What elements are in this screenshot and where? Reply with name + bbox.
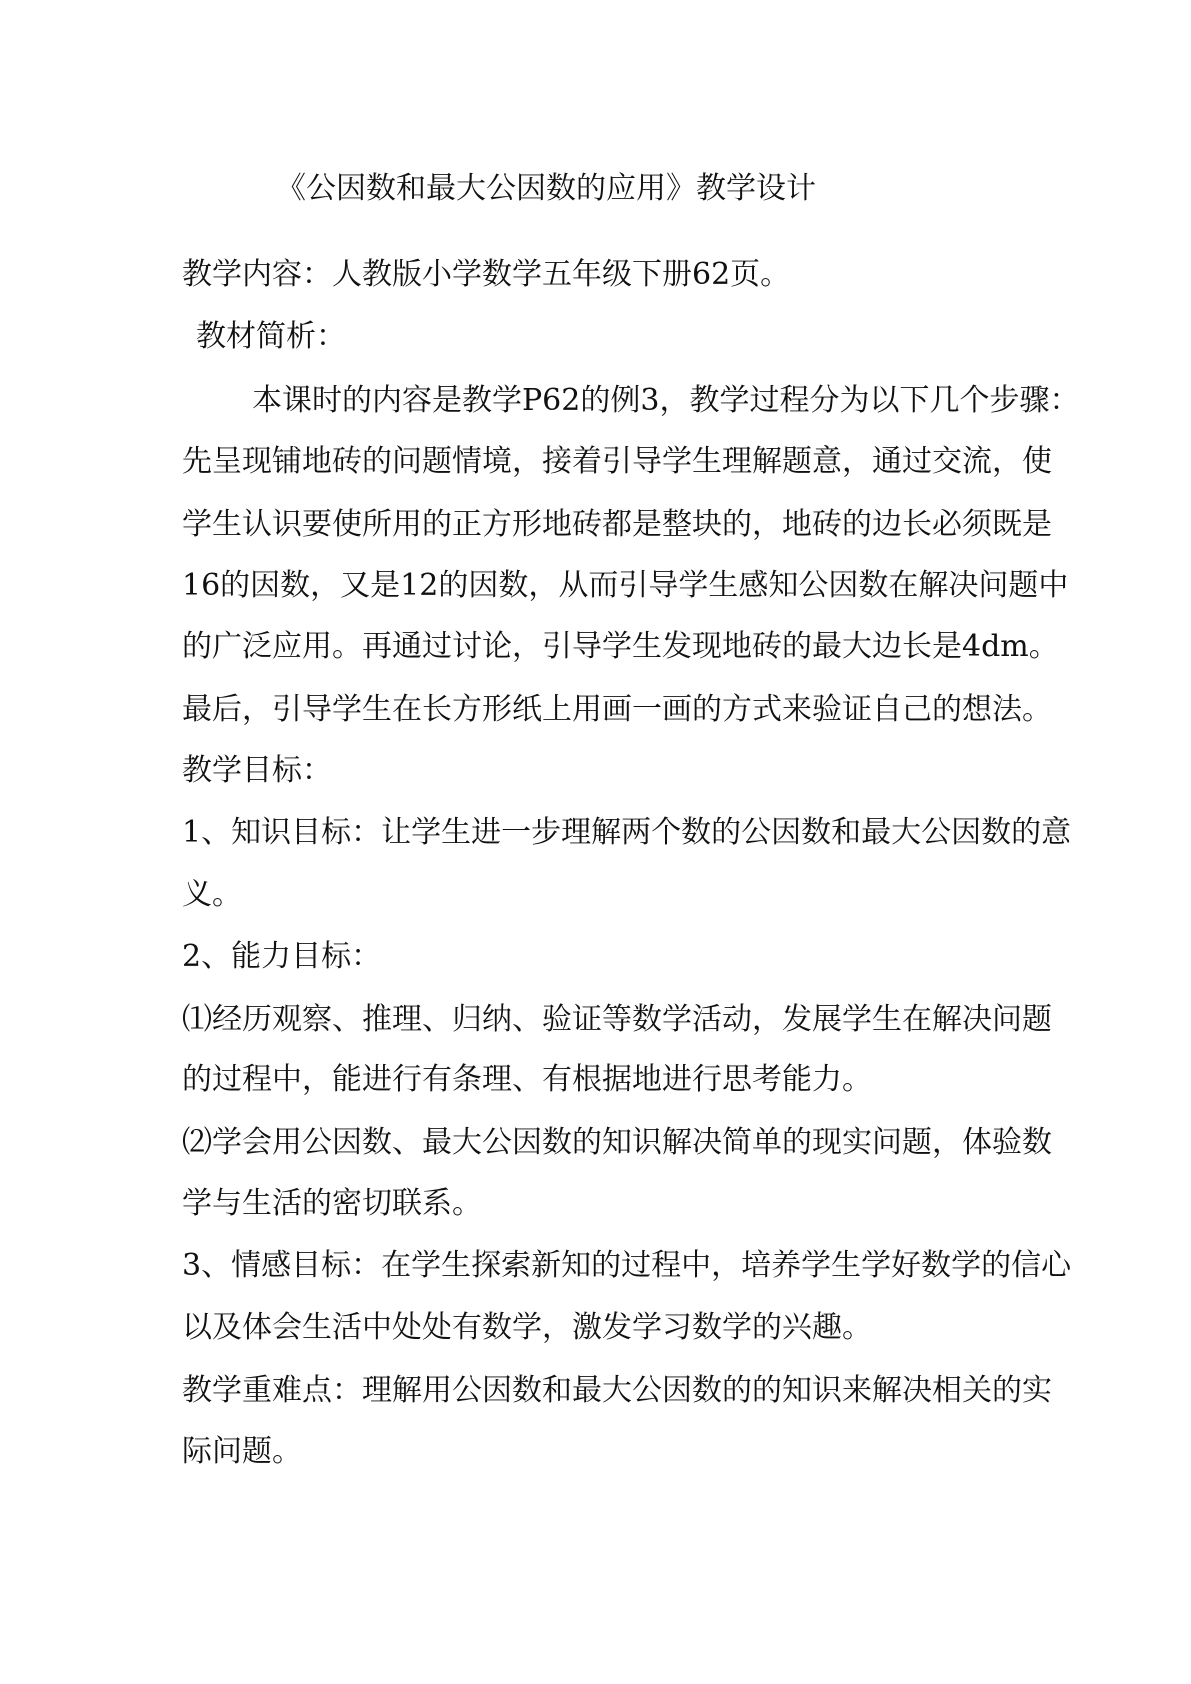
ability-goal-heading: 2、能力目标： — [182, 939, 382, 974]
paragraph-line-5: 的广泛应用。再通过讨论，引导学生发现地砖的最大边长是4dm。 — [182, 629, 1059, 664]
ability-goal-item-1-line-1: ⑴经历观察、推理、归纳、验证等数学活动，发展学生在解决问题 — [182, 1002, 1052, 1037]
paragraph-line-3: 学生认识要使所用的正方形地砖都是整块的，地砖的边长必须既是 — [182, 507, 1052, 542]
ability-goal-item-1-line-2: 的过程中，能进行有条理、有根据地进行思考能力。 — [182, 1062, 872, 1097]
paragraph-line-4: 16的因数，又是12的因数，从而引导学生感知公因数在解决问题中 — [182, 568, 1069, 603]
document-title: 《公因数和最大公因数的应用》教学设计 — [276, 171, 816, 206]
teaching-content-line: 教学内容：人教版小学数学五年级下册62页。 — [182, 257, 791, 292]
emotion-goal-line-1: 3、情感目标：在学生探索新知的过程中，培养学生学好数学的信心 — [182, 1248, 1072, 1283]
knowledge-goal-line-2: 义。 — [182, 877, 242, 912]
paragraph-line-1: 本课时的内容是教学P62的例3，教学过程分为以下几个步骤： — [252, 383, 1080, 418]
paragraph-line-6: 最后，引导学生在长方形纸上用画一画的方式来验证自己的想法。 — [182, 692, 1052, 727]
knowledge-goal-line-1: 1、知识目标：让学生进一步理解两个数的公因数和最大公因数的意 — [182, 815, 1072, 850]
key-difficulty-line-2: 际问题。 — [182, 1434, 302, 1469]
key-difficulty-line-1: 教学重难点：理解用公因数和最大公因数的的知识来解决相关的实 — [182, 1373, 1052, 1408]
paragraph-line-2: 先呈现铺地砖的问题情境，接着引导学生理解题意，通过交流，使 — [182, 444, 1052, 479]
ability-goal-item-2-line-2: 学与生活的密切联系。 — [182, 1186, 482, 1221]
teaching-goals-heading: 教学目标： — [182, 753, 332, 788]
emotion-goal-line-2: 以及体会生活中处处有数学，激发学习数学的兴趣。 — [182, 1310, 872, 1345]
ability-goal-item-2-line-1: ⑵学会用公因数、最大公因数的知识解决简单的现实问题，体验数 — [182, 1125, 1052, 1160]
material-analysis-heading: 教材简析： — [196, 319, 346, 354]
